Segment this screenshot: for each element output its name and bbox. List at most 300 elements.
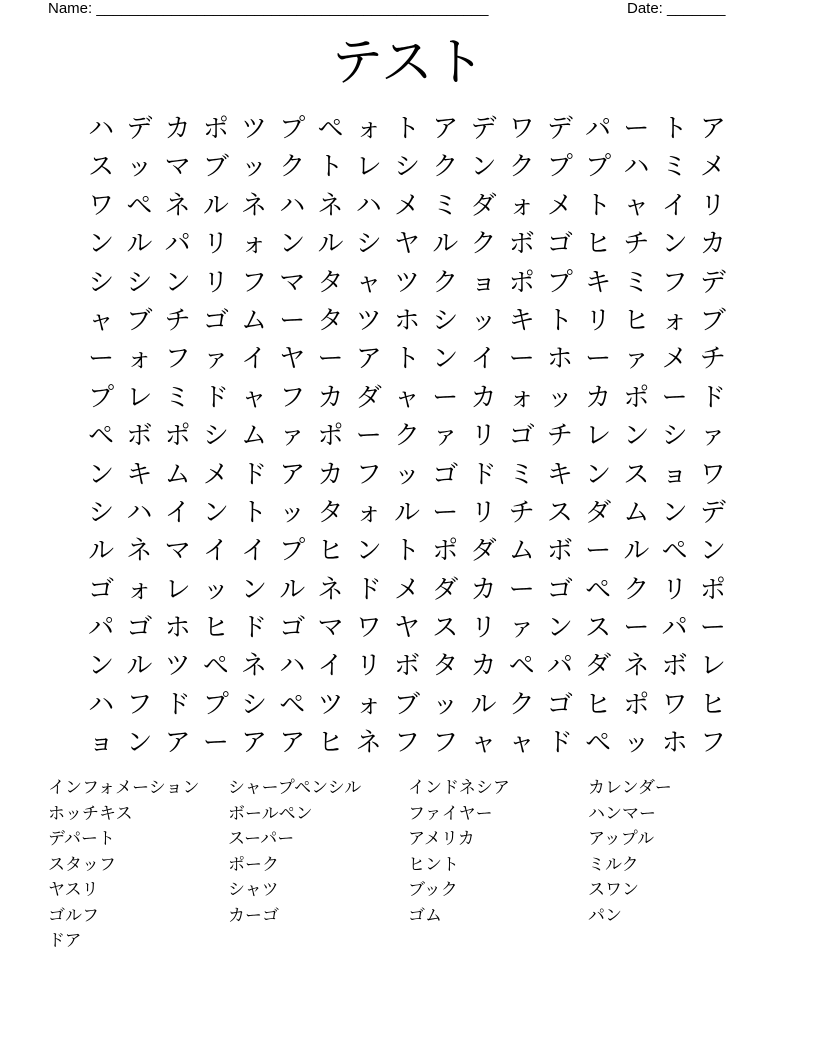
grid-cell[interactable]: ペ (508, 651, 535, 682)
grid-cell[interactable]: レ (355, 152, 382, 183)
grid-cell[interactable]: ド (241, 613, 268, 644)
grid-cell[interactable]: プ (202, 689, 229, 720)
word-bank-item: ボールペン (228, 803, 313, 824)
grid-cell[interactable]: ャ (88, 305, 115, 336)
grid-cell[interactable]: ド (355, 574, 382, 605)
grid-cell[interactable]: イ (202, 536, 229, 567)
grid-row (82, 609, 732, 647)
grid-cell[interactable]: ワ (699, 459, 726, 490)
grid-cell[interactable]: ク (508, 689, 535, 720)
grid-cell[interactable]: デ (699, 267, 726, 298)
grid-cell[interactable]: マ (317, 613, 344, 644)
grid-cell[interactable]: ツ (164, 651, 191, 682)
grid-cell[interactable]: シ (241, 689, 268, 720)
grid-cell[interactable]: ホ (661, 728, 688, 759)
grid-cell[interactable]: ォ (355, 689, 382, 720)
grid-cell[interactable]: ネ (241, 190, 268, 221)
grid-cell[interactable]: ッ (546, 382, 573, 413)
grid-cell[interactable]: タ (317, 305, 344, 336)
grid-cell[interactable]: ホ (546, 344, 573, 375)
grid-cell[interactable]: ォ (355, 497, 382, 528)
grid-cell[interactable]: プ (88, 382, 115, 413)
grid-cell[interactable]: キ (508, 305, 535, 336)
grid-cell[interactable]: ス (623, 459, 650, 490)
grid-cell[interactable]: フ (661, 267, 688, 298)
grid-cell[interactable]: シ (88, 267, 115, 298)
grid-cell[interactable]: リ (470, 497, 497, 528)
grid-cell[interactable]: ヒ (202, 613, 229, 644)
grid-cell[interactable]: ヒ (317, 536, 344, 567)
grid-cell[interactable]: ン (241, 574, 268, 605)
grid-cell[interactable]: ミ (623, 267, 650, 298)
grid-cell[interactable]: パ (164, 229, 191, 260)
grid-cell[interactable]: ヒ (317, 728, 344, 759)
grid-cell[interactable]: ッ (126, 152, 153, 183)
grid-cell[interactable]: ン (661, 497, 688, 528)
grid-cell[interactable]: ャ (623, 190, 650, 221)
grid-cell[interactable]: プ (279, 536, 306, 567)
grid-cell[interactable]: ツ (393, 267, 420, 298)
grid-cell[interactable]: ン (470, 152, 497, 183)
grid-cell[interactable]: ゴ (546, 229, 573, 260)
grid-cell[interactable]: ョ (661, 459, 688, 490)
grid-cell[interactable]: プ (585, 152, 612, 183)
grid-cell[interactable]: シ (393, 152, 420, 183)
grid-cell[interactable]: ル (88, 536, 115, 567)
grid-cell[interactable]: シ (202, 421, 229, 452)
grid-cell[interactable]: ツ (317, 689, 344, 720)
grid-row (82, 187, 732, 225)
grid-cell[interactable]: ム (623, 497, 650, 528)
grid-cell[interactable]: ン (279, 229, 306, 260)
grid-cell[interactable]: タ (317, 267, 344, 298)
grid-cell[interactable]: ョ (470, 267, 497, 298)
grid-cell[interactable]: ル (126, 229, 153, 260)
grid-cell[interactable]: メ (661, 344, 688, 375)
grid-cell[interactable]: フ (164, 344, 191, 375)
grid-cell[interactable]: ン (126, 728, 153, 759)
grid-cell[interactable]: カ (585, 382, 612, 413)
grid-cell[interactable]: チ (508, 497, 535, 528)
grid-cell[interactable]: フ (241, 267, 268, 298)
grid-cell[interactable]: ミ (661, 152, 688, 183)
grid-cell[interactable]: ト (585, 190, 612, 221)
grid-cell[interactable]: ー (508, 574, 535, 605)
grid-cell[interactable]: ハ (623, 152, 650, 183)
grid-cell[interactable]: ボ (508, 229, 535, 260)
grid-cell[interactable]: ペ (88, 421, 115, 452)
grid-cell[interactable]: ー (585, 344, 612, 375)
grid-cell[interactable]: ダ (585, 651, 612, 682)
grid-cell[interactable]: ル (126, 651, 153, 682)
grid-cell[interactable]: ワ (355, 613, 382, 644)
grid-row (82, 264, 732, 302)
grid-cell[interactable]: ス (585, 613, 612, 644)
grid-cell[interactable]: ダ (470, 536, 497, 567)
grid-cell[interactable]: ボ (661, 651, 688, 682)
grid-cell[interactable]: ア (279, 728, 306, 759)
grid-cell[interactable]: ッ (470, 305, 497, 336)
grid-cell[interactable]: リ (470, 613, 497, 644)
grid-cell[interactable]: シ (432, 305, 459, 336)
grid-cell[interactable]: ァ (279, 421, 306, 452)
grid-cell[interactable]: リ (470, 421, 497, 452)
grid-cell[interactable]: ド (241, 459, 268, 490)
grid-cell[interactable]: ァ (699, 421, 726, 452)
grid-cell[interactable]: ネ (623, 651, 650, 682)
grid-cell[interactable]: マ (164, 536, 191, 567)
grid-cell[interactable]: メ (546, 190, 573, 221)
grid-cell[interactable]: ポ (202, 114, 229, 144)
grid-cell[interactable]: ヤ (279, 344, 306, 375)
grid-cell[interactable]: パ (546, 651, 573, 682)
grid-cell[interactable]: ォ (661, 305, 688, 336)
grid-cell[interactable]: ト (661, 114, 688, 144)
grid-cell[interactable]: イ (241, 536, 268, 567)
grid-cell[interactable]: ワ (508, 114, 535, 144)
grid-cell[interactable]: ル (432, 229, 459, 260)
grid-cell[interactable]: ペ (202, 651, 229, 682)
grid-cell[interactable]: ダ (470, 190, 497, 221)
grid-cell[interactable]: フ (432, 728, 459, 759)
grid-cell[interactable]: イ (241, 344, 268, 375)
grid-cell[interactable]: ア (241, 728, 268, 759)
grid-cell[interactable]: ト (393, 344, 420, 375)
grid-cell[interactable]: ッ (279, 497, 306, 528)
grid-row (82, 302, 732, 340)
grid-cell[interactable]: カ (317, 459, 344, 490)
grid-cell[interactable]: ォ (508, 190, 535, 221)
grid-cell[interactable]: ペ (317, 114, 344, 144)
grid-cell[interactable]: ッ (623, 728, 650, 759)
grid-cell[interactable]: ポ (432, 536, 459, 567)
grid-cell[interactable]: ー (623, 114, 650, 144)
grid-cell[interactable]: カ (470, 382, 497, 413)
grid-cell[interactable]: イ (164, 497, 191, 528)
grid-cell[interactable]: ド (546, 728, 573, 759)
grid-cell[interactable]: ヤ (393, 613, 420, 644)
grid-cell[interactable]: ツ (241, 114, 268, 144)
grid-cell[interactable]: メ (699, 152, 726, 183)
grid-cell[interactable]: ゴ (279, 613, 306, 644)
grid-cell[interactable]: ォ (241, 229, 268, 260)
grid-cell[interactable]: ン (355, 536, 382, 567)
grid-cell[interactable]: ワ (88, 190, 115, 221)
grid-cell[interactable]: チ (546, 421, 573, 452)
grid-cell[interactable]: ハ (279, 190, 306, 221)
grid-cell[interactable]: ゴ (546, 574, 573, 605)
grid-cell[interactable]: ー (623, 613, 650, 644)
grid-cell[interactable]: ァ (623, 344, 650, 375)
grid-cell[interactable]: デ (699, 497, 726, 528)
grid-cell[interactable]: ボ (393, 651, 420, 682)
grid-cell[interactable]: デ (126, 114, 153, 144)
grid-cell[interactable]: ハ (126, 497, 153, 528)
grid-cell[interactable]: プ (546, 152, 573, 183)
grid-cell[interactable]: レ (164, 574, 191, 605)
grid-cell[interactable]: ー (508, 344, 535, 375)
grid-cell[interactable]: ミ (432, 190, 459, 221)
grid-cell[interactable]: チ (699, 344, 726, 375)
grid-cell[interactable]: デ (546, 114, 573, 144)
grid-cell[interactable]: ク (470, 229, 497, 260)
grid-cell[interactable]: タ (317, 497, 344, 528)
grid-cell[interactable]: ハ (279, 651, 306, 682)
grid-cell[interactable]: リ (661, 574, 688, 605)
grid-cell[interactable]: ポ (317, 421, 344, 452)
grid-cell[interactable]: ン (623, 421, 650, 452)
grid-cell[interactable]: ォ (508, 382, 535, 413)
grid-cell[interactable]: ク (432, 267, 459, 298)
grid-cell[interactable]: ク (393, 421, 420, 452)
grid-cell[interactable]: パ (585, 114, 612, 144)
grid-cell[interactable]: ハ (88, 114, 115, 144)
grid-cell[interactable]: ア (164, 728, 191, 759)
grid-cell[interactable]: ク (432, 152, 459, 183)
grid-cell[interactable]: カ (164, 114, 191, 144)
grid-cell[interactable]: メ (393, 574, 420, 605)
grid-cell[interactable]: カ (317, 382, 344, 413)
grid-cell[interactable]: ミ (164, 382, 191, 413)
grid-cell[interactable]: カ (699, 229, 726, 260)
grid-cell[interactable]: ャ (508, 728, 535, 759)
grid-cell[interactable]: ド (699, 382, 726, 413)
grid-cell[interactable]: ッ (202, 574, 229, 605)
grid-cell[interactable]: ッ (241, 152, 268, 183)
grid-cell[interactable]: ー (355, 421, 382, 452)
grid-cell[interactable]: ホ (393, 305, 420, 336)
grid-cell[interactable]: ヒ (585, 229, 612, 260)
grid-cell[interactable]: ネ (355, 728, 382, 759)
grid-cell[interactable]: リ (699, 190, 726, 221)
grid-cell[interactable]: ン (202, 497, 229, 528)
grid-cell[interactable]: ャ (241, 382, 268, 413)
grid-cell[interactable]: レ (699, 651, 726, 682)
grid-cell[interactable]: ー (432, 497, 459, 528)
grid-cell[interactable]: ネ (164, 190, 191, 221)
grid-cell[interactable]: キ (585, 267, 612, 298)
grid-cell[interactable]: メ (202, 459, 229, 490)
grid-cell[interactable]: ト (317, 152, 344, 183)
grid-cell[interactable]: ミ (508, 459, 535, 490)
grid-cell[interactable]: ァ (432, 421, 459, 452)
word-bank-item: スーパー (228, 829, 295, 849)
grid-cell[interactable]: パ (661, 613, 688, 644)
grid-cell[interactable]: ダ (355, 382, 382, 413)
grid-cell[interactable]: イ (317, 651, 344, 682)
grid-cell[interactable]: ト (393, 114, 420, 144)
grid-cell[interactable]: ム (241, 421, 268, 452)
grid-cell[interactable]: メ (393, 190, 420, 221)
grid-cell[interactable]: フ (393, 728, 420, 759)
grid-cell[interactable]: ヒ (623, 305, 650, 336)
grid-cell[interactable]: ゴ (508, 421, 535, 452)
grid-cell[interactable]: ョ (88, 728, 115, 759)
grid-cell[interactable]: ト (241, 497, 268, 528)
grid-cell[interactable]: ー (88, 344, 115, 375)
grid-cell[interactable]: ブ (202, 152, 229, 183)
grid-cell[interactable]: ペ (585, 574, 612, 605)
grid-cell[interactable]: ポ (623, 382, 650, 413)
grid-cell[interactable]: ン (699, 536, 726, 567)
grid-cell[interactable]: ゴ (88, 574, 115, 605)
grid-cell[interactable]: ー (661, 382, 688, 413)
grid-cell[interactable]: ー (317, 344, 344, 375)
letter-grid (82, 110, 732, 763)
grid-cell[interactable]: リ (585, 305, 612, 336)
grid-cell[interactable]: ン (164, 267, 191, 298)
grid-cell[interactable]: ム (241, 305, 268, 336)
grid-cell[interactable]: ッ (432, 689, 459, 720)
grid-cell[interactable]: シ (88, 497, 115, 528)
grid-cell[interactable]: リ (202, 267, 229, 298)
grid-cell[interactable]: ン (546, 613, 573, 644)
grid-cell[interactable]: ッ (393, 459, 420, 490)
grid-cell[interactable]: ャ (393, 382, 420, 413)
grid-row (82, 148, 732, 186)
grid-cell[interactable]: ゴ (202, 305, 229, 336)
grid-cell[interactable]: ル (279, 574, 306, 605)
grid-cell[interactable]: ァ (508, 613, 535, 644)
grid-cell[interactable]: プ (546, 267, 573, 298)
grid-cell[interactable]: ブ (393, 689, 420, 720)
grid-cell[interactable]: ス (88, 152, 115, 183)
grid-cell[interactable]: ト (393, 536, 420, 567)
grid-cell[interactable]: ツ (355, 305, 382, 336)
grid-cell[interactable]: ブ (699, 305, 726, 336)
grid-cell[interactable]: ド (470, 459, 497, 490)
grid-cell[interactable]: ダ (585, 497, 612, 528)
grid-cell[interactable]: チ (623, 229, 650, 260)
grid-cell[interactable]: ー (699, 613, 726, 644)
grid-cell[interactable]: ド (202, 382, 229, 413)
grid-cell[interactable]: ポ (164, 421, 191, 452)
grid-cell[interactable]: ゴ (546, 689, 573, 720)
grid-cell[interactable]: ア (279, 459, 306, 490)
grid-cell[interactable]: ペ (661, 536, 688, 567)
word-bank-item: ポーク (228, 854, 279, 875)
grid-cell[interactable]: キ (546, 459, 573, 490)
grid-cell[interactable]: ン (661, 229, 688, 260)
grid-cell[interactable]: ポ (508, 267, 535, 298)
grid-cell[interactable]: ル (393, 497, 420, 528)
grid-cell[interactable]: ポ (623, 689, 650, 720)
grid-cell[interactable]: マ (279, 267, 306, 298)
grid-cell[interactable]: ネ (126, 536, 153, 567)
grid-cell[interactable]: ン (585, 459, 612, 490)
grid-cell[interactable]: レ (585, 421, 612, 452)
grid-cell[interactable]: リ (202, 229, 229, 260)
grid-cell[interactable]: ブ (126, 305, 153, 336)
grid-cell[interactable]: マ (164, 152, 191, 183)
grid-cell[interactable]: シ (661, 421, 688, 452)
grid-cell[interactable]: ァ (202, 344, 229, 375)
grid-cell[interactable]: ム (508, 536, 535, 567)
grid-cell[interactable]: ー (279, 305, 306, 336)
grid-cell[interactable]: ー (585, 536, 612, 567)
grid-cell[interactable]: フ (126, 689, 153, 720)
grid-cell[interactable]: ネ (241, 651, 268, 682)
word-bank-item: ハンマー (588, 803, 656, 824)
grid-cell[interactable]: ォ (126, 344, 153, 375)
grid-cell[interactable]: ポ (699, 574, 726, 605)
grid-cell[interactable]: ン (88, 459, 115, 490)
grid-cell[interactable]: リ (355, 651, 382, 682)
grid-cell[interactable]: ム (164, 459, 191, 490)
grid-cell[interactable]: フ (279, 382, 306, 413)
grid-cell[interactable]: ネ (317, 574, 344, 605)
grid-cell[interactable]: ク (508, 152, 535, 183)
grid-cell[interactable]: ル (202, 190, 229, 221)
grid-cell[interactable]: カ (470, 574, 497, 605)
grid-cell[interactable]: デ (470, 114, 497, 144)
grid-cell[interactable]: ン (432, 344, 459, 375)
grid-cell[interactable]: ル (470, 689, 497, 720)
grid-cell[interactable]: ハ (355, 190, 382, 221)
grid-cell[interactable]: フ (355, 459, 382, 490)
grid-cell[interactable]: イ (661, 190, 688, 221)
grid-cell[interactable]: タ (432, 651, 459, 682)
grid-cell[interactable]: ゴ (126, 613, 153, 644)
grid-cell[interactable]: ォ (126, 574, 153, 605)
grid-cell[interactable]: ト (546, 305, 573, 336)
grid-cell[interactable]: ド (164, 689, 191, 720)
grid-cell[interactable]: ン (88, 651, 115, 682)
grid-cell[interactable]: パ (88, 613, 115, 644)
grid-cell[interactable]: キ (126, 459, 153, 490)
grid-cell[interactable]: ャ (470, 728, 497, 759)
grid-cell[interactable]: ホ (164, 613, 191, 644)
grid-cell[interactable]: ル (317, 229, 344, 260)
grid-cell[interactable]: ペ (126, 190, 153, 221)
grid-cell[interactable]: ク (623, 574, 650, 605)
grid-cell[interactable]: シ (355, 229, 382, 260)
grid-cell[interactable]: レ (126, 382, 153, 413)
grid-cell[interactable]: ペ (279, 689, 306, 720)
grid-cell[interactable]: フ (699, 728, 726, 759)
grid-cell[interactable]: ハ (88, 689, 115, 720)
grid-cell[interactable]: ス (546, 497, 573, 528)
grid-cell[interactable]: ア (432, 114, 459, 144)
grid-cell[interactable]: ヒ (585, 689, 612, 720)
grid-cell[interactable]: カ (470, 651, 497, 682)
grid-cell[interactable]: ボ (546, 536, 573, 567)
grid-cell[interactable]: ヤ (393, 229, 420, 260)
grid-cell[interactable]: ア (355, 344, 382, 375)
grid-cell[interactable]: ー (202, 728, 229, 759)
grid-cell[interactable]: ー (432, 382, 459, 413)
grid-cell[interactable]: ャ (355, 267, 382, 298)
grid-cell[interactable]: ペ (585, 728, 612, 759)
grid-cell[interactable]: ヒ (699, 689, 726, 720)
grid-cell[interactable]: シ (126, 267, 153, 298)
grid-cell[interactable]: ル (623, 536, 650, 567)
grid-cell[interactable]: プ (279, 114, 306, 144)
grid-cell[interactable]: ォ (355, 114, 382, 144)
grid-cell[interactable]: ン (88, 229, 115, 260)
grid-cell[interactable]: ボ (126, 421, 153, 452)
grid-cell[interactable]: ゴ (432, 459, 459, 490)
grid-cell[interactable]: イ (470, 344, 497, 375)
grid-cell[interactable]: ネ (317, 190, 344, 221)
grid-cell[interactable]: ワ (661, 689, 688, 720)
grid-cell[interactable]: チ (164, 305, 191, 336)
grid-cell[interactable]: ス (432, 613, 459, 644)
grid-cell[interactable]: ダ (432, 574, 459, 605)
word-bank-item: スワン (588, 880, 639, 900)
grid-cell[interactable]: ア (699, 114, 726, 144)
grid-cell[interactable]: ク (279, 152, 306, 183)
